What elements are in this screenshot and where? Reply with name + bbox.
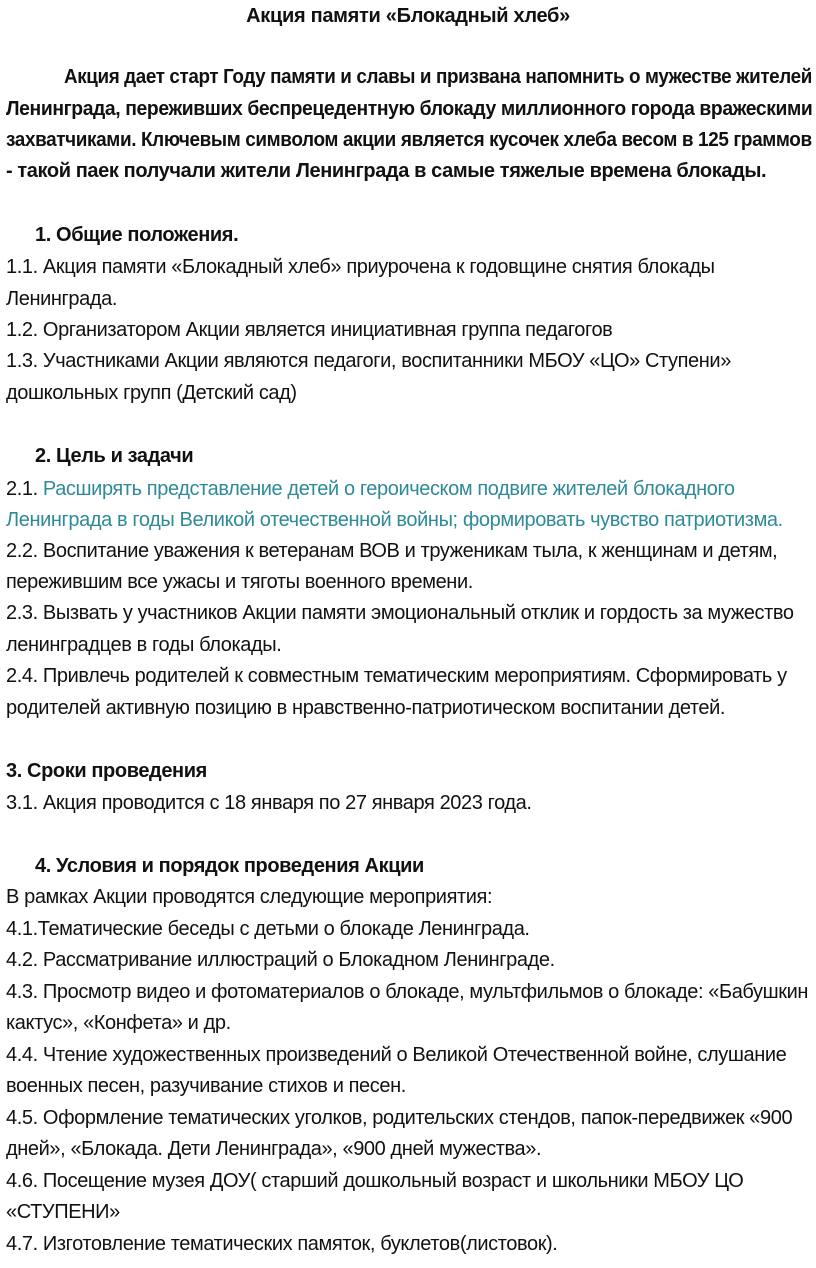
intro-line: Акция дает старт Году памяти и славы и призвана напомнить о мужестве жителей bbox=[64, 66, 812, 88]
section-2-item-1-text: Расширять представление детей о героическом подвиге жителей блокадного bbox=[42, 478, 735, 500]
section-4-heading: 4. Условия и порядок проведения Акции bbox=[35, 855, 424, 877]
intro-line: - такой паек получали жители Ленинграда в самые тяжелые времена блокады. bbox=[6, 160, 767, 182]
section-4-line: 4.4. Чтение художественных произведений о Великой Отечественной войне, слушание bbox=[6, 1044, 787, 1066]
section-4-line: «СТУПЕНИ» bbox=[6, 1201, 120, 1223]
section-1-line: 1.2. Организатором Акции является инициативная группа педагогов bbox=[6, 319, 613, 341]
intro-line: захватчиками. Ключевым символом акции является кусочек хлеба весом в 125 граммов bbox=[6, 129, 812, 151]
section-2-line: 2.4. Привлечь родителей к совместным тематическим мероприятиям. Сформировать у bbox=[6, 665, 787, 687]
section-1-line: 1.3. Участниками Акции являются педагоги, воспитанники МБОУ «ЦО» Ступени» bbox=[6, 350, 731, 372]
section-2-line: 2.3. Вызвать у участников Акции памяти эмоциональный отклик и гордость за мужество bbox=[6, 602, 794, 624]
section-2-item-1-number: 2.1. bbox=[6, 478, 43, 500]
document-title: Акция памяти «Блокадный хлеб» bbox=[246, 5, 570, 27]
section-1-line: Ленинграда. bbox=[6, 288, 118, 310]
section-2-item-1 bbox=[6, 476, 735, 502]
section-1-line: дошкольных групп (Детский сад) bbox=[6, 382, 297, 404]
section-4-line: 4.5. Оформление тематических уголков, родительских стендов, папок-передвижек «900 bbox=[6, 1107, 793, 1129]
section-3-heading: 3. Сроки проведения bbox=[6, 760, 207, 782]
section-2-line: 2.2. Воспитание уважения к ветеранам ВОВ и труженикам тыла, к женщинам и детям, bbox=[6, 540, 778, 562]
section-2-line: родителей активную позицию в нравственно-патриотическом воспитании детей. bbox=[6, 697, 726, 719]
section-4-line: кактус», «Конфета» и др. bbox=[6, 1012, 231, 1034]
section-1-heading: 1. Общие положения. bbox=[35, 224, 239, 246]
intro-line: Ленинграда, переживших беспрецедентную блокаду миллионного города вражескими bbox=[6, 98, 813, 120]
section-3-line: 3.1. Акция проводится с 18 января по 27 января 2023 года. bbox=[6, 792, 532, 814]
section-2-item-1-continued: Ленинграда в годы Великой отечественной войны; формировать чувство патриотизма. bbox=[6, 509, 783, 531]
section-4-line: военных песен, разучивание стихов и песен. bbox=[6, 1075, 406, 1097]
section-2-line: пережившим все ужасы и тяготы военного времени. bbox=[6, 571, 473, 593]
section-2-heading: 2. Цель и задачи bbox=[35, 445, 194, 467]
section-4-line: В рамках Акции проводятся следующие мероприятия: bbox=[6, 886, 493, 908]
section-4-line: 4.1.Тематические беседы с детьми о блокаде Ленинграда. bbox=[6, 918, 530, 940]
section-4-line: 4.7. Изготовление тематических памяток, буклетов(листовок). bbox=[6, 1233, 558, 1255]
section-4-line: 4.6. Посещение музея ДОУ( старший дошкольный возраст и школьники МБОУ ЦО bbox=[6, 1170, 744, 1192]
section-4-line: 4.3. Просмотр видео и фотоматериалов о блокаде, мультфильмов о блокаде: «Бабушкин bbox=[6, 981, 809, 1003]
section-2-line: ленинградцев в годы блокады. bbox=[6, 634, 282, 656]
section-4-line: 4.2. Рассматривание иллюстраций о Блокадном Ленинграде. bbox=[6, 949, 555, 971]
section-1-line: 1.1. Акция памяти «Блокадный хлеб» приурочена к годовщине снятия блокады bbox=[6, 256, 715, 278]
section-4-line: дней», «Блокада. Дети Ленинграда», «900 дней мужества». bbox=[6, 1138, 542, 1160]
